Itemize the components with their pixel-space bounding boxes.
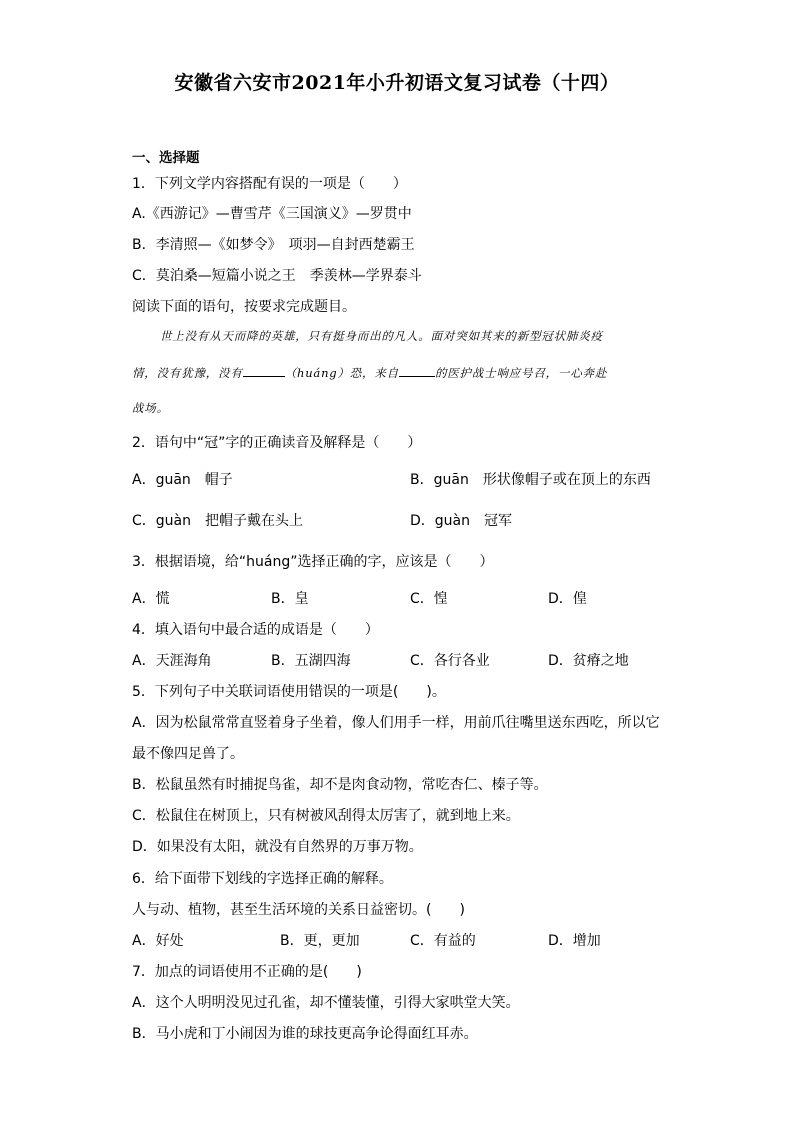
- question-4-option-c: C．各行各业: [410, 653, 490, 669]
- question-3-option-b: B．皇: [271, 591, 309, 607]
- question-4-option-b: B．五湖四海: [271, 653, 351, 669]
- passage-line-2-part-c: 的医护战士响应号召，一心奔赴: [434, 366, 608, 380]
- question-7-option-b: B．马小虎和丁小闹因为谁的球技更高争论得面红耳赤。: [132, 1026, 478, 1042]
- question-2-option-d: D．guàn 冠军: [410, 513, 512, 529]
- question-1-option-c: C．莫泊桑—短篇小说之王 季羡林—学界泰斗: [132, 268, 422, 284]
- question-5-option-d: D．如果没有太阳，就没有自然界的万事万物。: [132, 839, 423, 855]
- question-2-option-c: C．guàn 把帽子戴在头上: [132, 513, 303, 529]
- question-3-option-c: C．惶: [410, 591, 448, 607]
- question-6-stem: 6．给下面带下划线的字选择正确的解释。: [132, 871, 393, 887]
- exam-title: 安徽省六安市2021年小升初语文复习试卷（十四）: [174, 72, 620, 94]
- question-4-stem: 4．填入语句中最合适的成语是（ ）: [132, 622, 379, 638]
- question-5-stem: 5．下列句子中关联词语使用错误的一项是( )。: [132, 684, 446, 700]
- passage-line-3: 战场。: [132, 401, 169, 415]
- question-5-option-a-line-2: 最不像四足兽了。: [132, 746, 244, 762]
- reading-intro: 阅读下面的语句，按要求完成题目。: [132, 299, 356, 315]
- question-5-option-c: C．松鼠住在树顶上，只有树被风刮得太厉害了，就到地上来。: [132, 808, 520, 824]
- question-1-stem: 1．下列文学内容搭配有误的一项是（ ）: [132, 176, 407, 192]
- section-heading: 一、选择题: [132, 150, 200, 166]
- passage-line-2-part-b: （huáng）恐，来自: [284, 366, 399, 380]
- question-3-option-a: A．慌: [132, 591, 170, 607]
- question-6-option-d: D．增加: [548, 933, 601, 949]
- question-5-option-a-line-1: A．因为松鼠常常直竖着身子坐着，像人们用手一样，用前爪往嘴里送东西吃，所以它: [132, 715, 660, 731]
- question-2-option-b: B．guān 形状像帽子或在顶上的东西: [410, 472, 651, 488]
- passage-line-1: 世上没有从天而降的英雄，只有挺身而出的凡人。面对突如其来的新型冠状肺炎疫: [160, 329, 603, 343]
- question-7-option-a: A．这个人明明没见过孔雀，却不懂装懂，引得大家哄堂大笑。: [132, 995, 520, 1011]
- question-5-option-b: B．松鼠虽然有时捕捉鸟雀，却不是肉食动物，常吃杏仁、榛子等。: [132, 777, 548, 793]
- question-1-option-a: A.《西游记》—曹雪芹《三国演义》—罗贯中: [132, 206, 412, 222]
- question-3-option-d: D．偟: [548, 591, 587, 607]
- question-7-stem: 7．加点的词语使用不正确的是( ): [132, 964, 362, 980]
- question-6-option-a: A．好处: [132, 933, 184, 949]
- question-4-option-a: A．天涯海角: [132, 653, 212, 669]
- question-6-option-b: B．更，更加: [280, 933, 360, 949]
- question-2-option-a: A．guān 帽子: [132, 472, 233, 488]
- passage-line-2: [132, 364, 662, 381]
- question-6-sentence: 人与动、植物，甚至生活环境的关系日益密切。( ): [132, 902, 465, 918]
- question-1-option-b: B．李清照—《如梦令》 项羽—自封西楚霸王: [132, 237, 415, 253]
- question-6-option-c: C．有益的: [410, 933, 476, 949]
- question-2-stem: 2．语句中“冠”字的正确读音及解释是（ ）: [132, 435, 422, 451]
- passage-line-2-part-a: 情，没有犹豫，没有: [132, 366, 243, 380]
- question-4-option-d: D．贫瘠之地: [548, 653, 629, 669]
- question-3-stem: 3．根据语境，给“huáng”选择正确的字，应该是（ ）: [132, 554, 494, 570]
- fill-blank-1: [243, 364, 285, 377]
- fill-blank-2: [399, 364, 435, 377]
